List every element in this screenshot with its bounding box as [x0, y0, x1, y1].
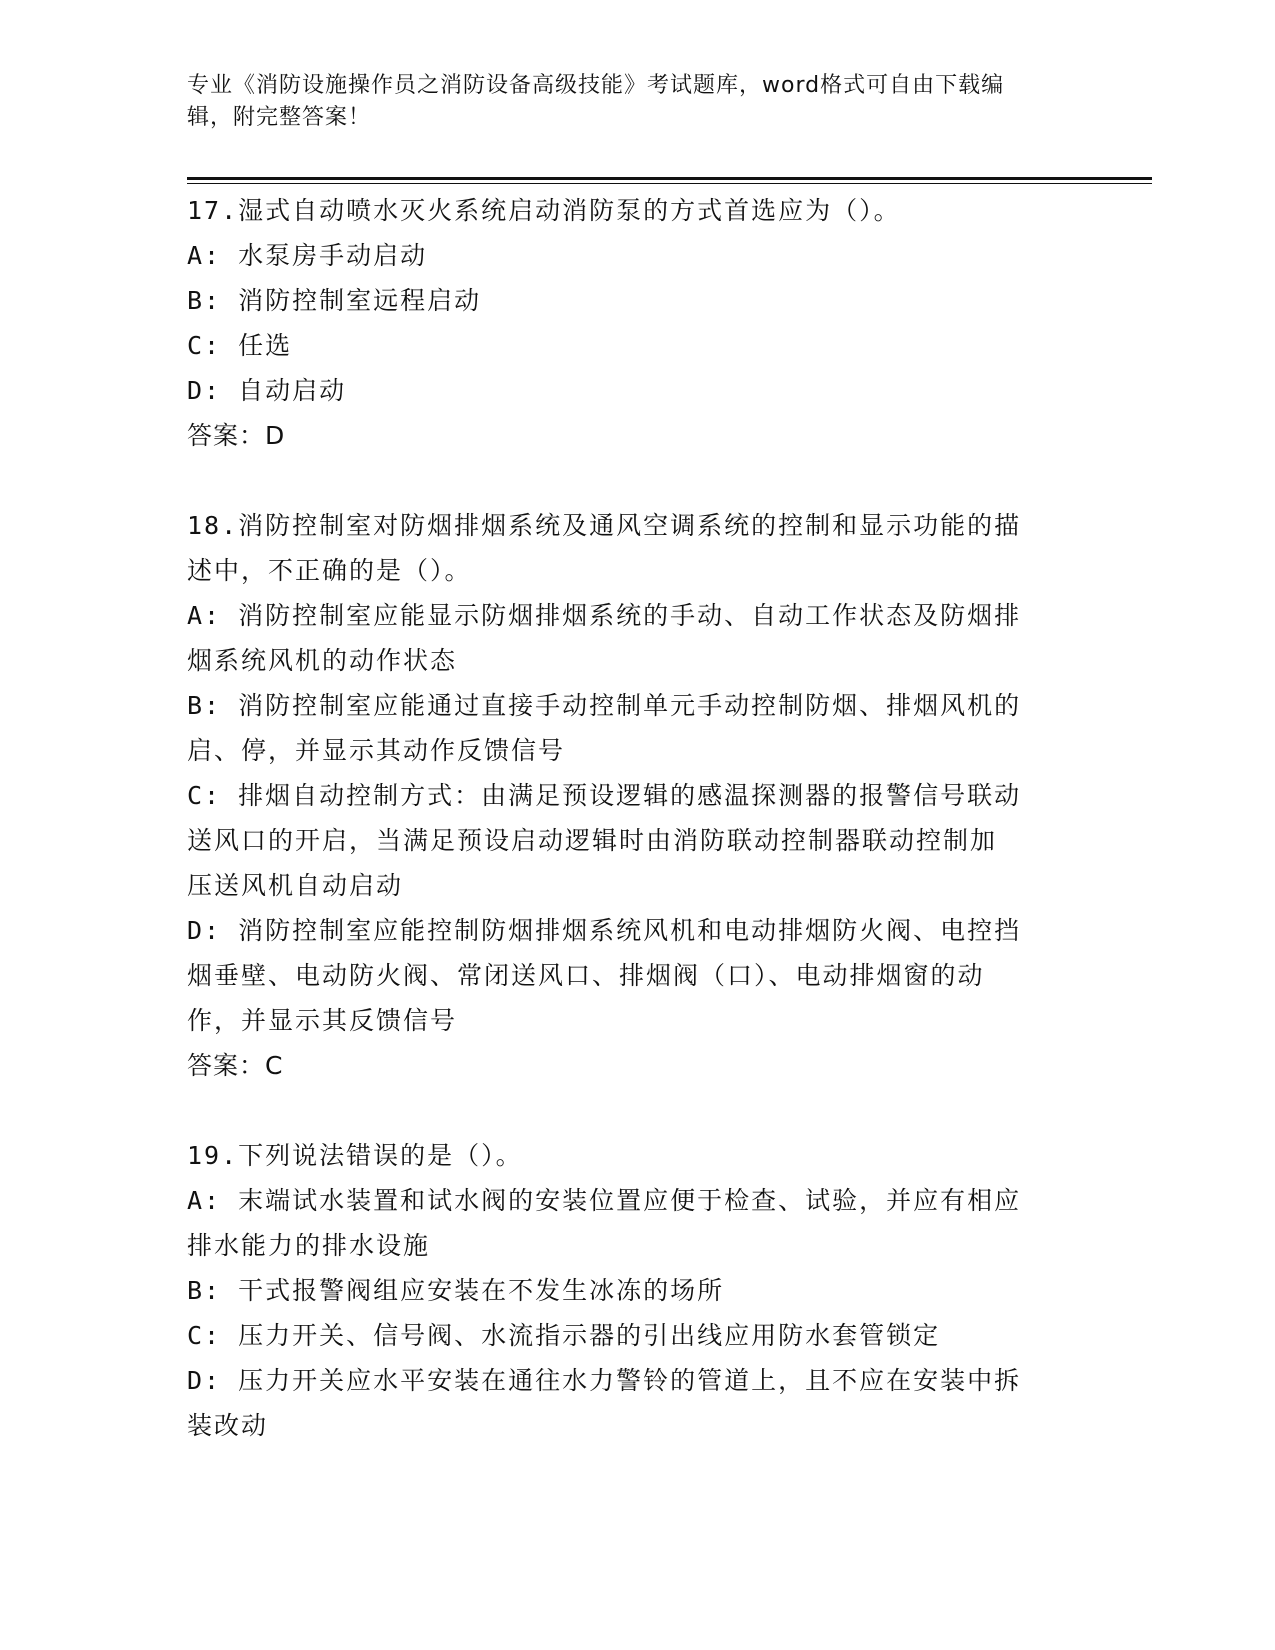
question-block	[187, 188, 1067, 458]
answer-line: 答案：C	[187, 1051, 284, 1080]
option-line: A: 水泵房手动启动	[187, 241, 428, 270]
option-line: 烟垂壁、电动防火阀、常闭送风口、排烟阀（口）、电动排烟窗的动	[187, 961, 985, 990]
option-line: C: 任选	[187, 331, 293, 360]
option-line: A: 消防控制室应能显示防烟排烟系统的手动、自动工作状态及防烟排	[187, 601, 1022, 630]
option-line: 压送风机自动启动	[187, 871, 404, 900]
option-line: C: 压力开关、信号阀、水流指示器的引出线应用防水套管锁定	[187, 1321, 941, 1350]
question-spacer	[187, 1088, 1067, 1133]
option-line: D: 消防控制室应能控制防烟排烟系统风机和电动排烟防火阀、电控挡	[187, 916, 1022, 945]
header-divider-thick	[187, 177, 1152, 180]
option-line: 排水能力的排水设施	[187, 1231, 431, 1260]
header-line-1: 专业《消防设施操作员之消防设备高级技能》考试题库，word格式可自由下载编	[187, 73, 1005, 98]
option-line: 烟系统风机的动作状态	[187, 646, 458, 675]
option-line: 装改动	[187, 1411, 269, 1440]
question-block	[187, 1133, 1067, 1448]
option-line: C: 排烟自动控制方式：由满足预设逻辑的感温探测器的报警信号联动	[187, 781, 1022, 810]
option-line: 作，并显示其反馈信号	[187, 1006, 458, 1035]
question-list	[187, 188, 1067, 1448]
option-line: B: 消防控制室远程启动	[187, 286, 482, 315]
header-line-2: 辑，附完整答案！	[187, 105, 372, 130]
answer-line: 答案：D	[187, 421, 286, 450]
header-divider-thin	[187, 183, 1152, 184]
question-stem-line: 19.下列说法错误的是（）。	[187, 1141, 523, 1170]
question-stem-line: 17.湿式自动喷水灭火系统启动消防泵的方式首选应为（）。	[187, 196, 901, 225]
option-line: B: 消防控制室应能通过直接手动控制单元手动控制防烟、排烟风机的	[187, 691, 1022, 720]
question-stem-line: 18.消防控制室对防烟排烟系统及通风空调系统的控制和显示功能的描	[187, 511, 1022, 540]
option-line: A: 末端试水装置和试水阀的安装位置应便于检查、试验，并应有相应	[187, 1186, 1022, 1215]
question-stem-line: 述中，不正确的是（）。	[187, 556, 472, 585]
option-line: 启、停，并显示其动作反馈信号	[187, 736, 566, 765]
question-spacer	[187, 458, 1067, 503]
document-header	[187, 70, 1067, 134]
option-line: D: 自动启动	[187, 376, 347, 405]
option-line: D: 压力开关应水平安装在通往水力警铃的管道上，且不应在安装中拆	[187, 1366, 1022, 1395]
option-line: 送风口的开启，当满足预设启动逻辑时由消防联动控制器联动控制加	[187, 826, 998, 855]
question-block	[187, 503, 1067, 1088]
option-line: B: 干式报警阀组应安装在不发生冰冻的场所	[187, 1276, 725, 1305]
